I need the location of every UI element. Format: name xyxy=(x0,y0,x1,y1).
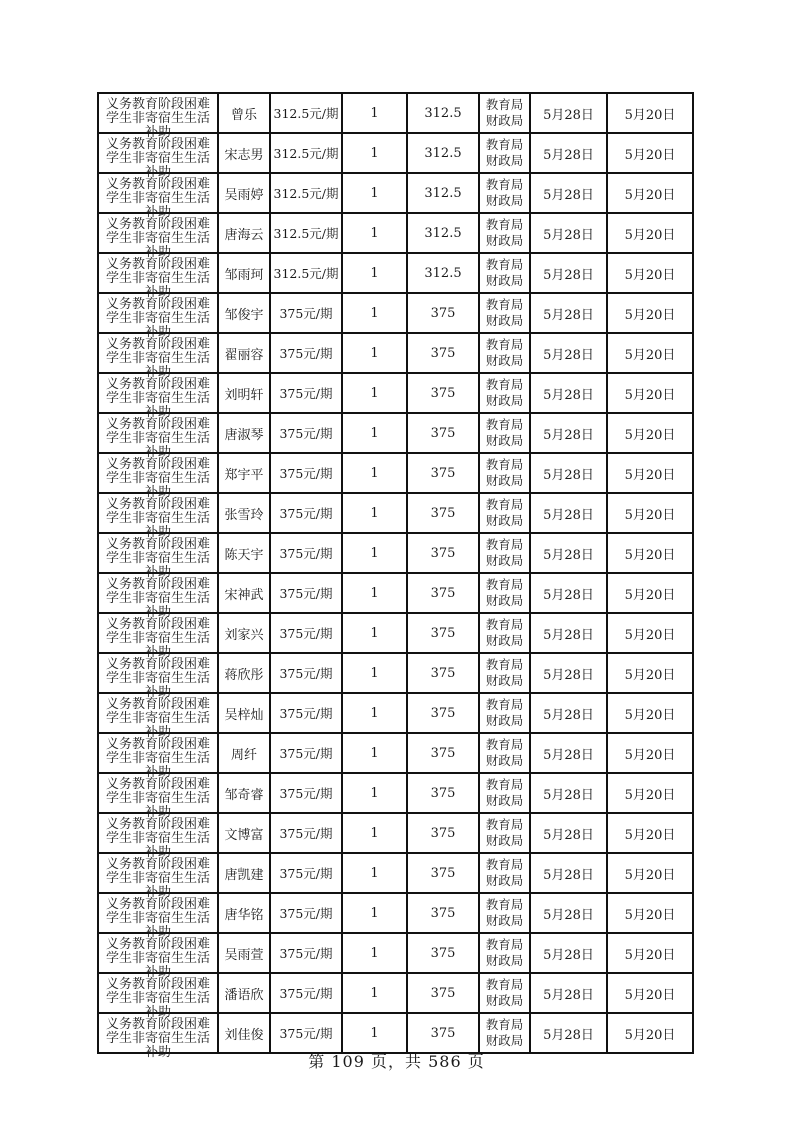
page-number-footer: 第 109 页，共 586 页 xyxy=(308,1052,485,1071)
standard-cell: 375元/期 xyxy=(270,453,342,493)
category-text: 义务教育阶段困难 学生非寄宿生生活 补助 xyxy=(105,377,210,420)
pay-date-cell: 5月20日 xyxy=(607,853,693,893)
agency-cell: 教育局 财政局 xyxy=(479,133,530,173)
amount-cell: 375 xyxy=(407,453,479,493)
table-row xyxy=(98,573,693,613)
table-row xyxy=(98,533,693,573)
student-name-cell: 曾乐 xyxy=(218,93,270,133)
table-row xyxy=(98,453,693,493)
standard-cell: 375元/期 xyxy=(270,413,342,453)
category-cell xyxy=(98,493,218,540)
student-name-cell: 宋神武 xyxy=(218,573,270,613)
review-date-cell: 5月28日 xyxy=(530,813,607,853)
category-cell xyxy=(98,893,218,940)
review-date-cell: 5月28日 xyxy=(530,933,607,973)
student-name-cell: 邹奇睿 xyxy=(218,773,270,813)
review-date-cell: 5月28日 xyxy=(530,333,607,373)
amount-cell: 312.5 xyxy=(407,253,479,293)
standard-cell: 375元/期 xyxy=(270,773,342,813)
quantity-cell: 1 xyxy=(342,693,407,733)
pay-date-cell: 5月20日 xyxy=(607,453,693,493)
review-date-cell: 5月28日 xyxy=(530,853,607,893)
review-date-cell: 5月28日 xyxy=(530,293,607,333)
review-date-cell: 5月28日 xyxy=(530,453,607,493)
pay-date-cell: 5月20日 xyxy=(607,733,693,773)
agency-cell: 教育局 财政局 xyxy=(479,973,530,1013)
standard-cell: 375元/期 xyxy=(270,893,342,933)
amount-cell: 375 xyxy=(407,813,479,853)
review-date-cell: 5月28日 xyxy=(530,213,607,253)
standard-cell: 375元/期 xyxy=(270,493,342,533)
pay-date-cell: 5月20日 xyxy=(607,493,693,533)
pay-date-cell: 5月20日 xyxy=(607,1013,693,1053)
agency-cell: 教育局 财政局 xyxy=(479,173,530,213)
review-date-cell: 5月28日 xyxy=(530,733,607,773)
standard-cell: 375元/期 xyxy=(270,853,342,893)
standard-cell: 375元/期 xyxy=(270,573,342,613)
quantity-cell: 1 xyxy=(342,613,407,653)
category-text: 义务教育阶段困难 学生非寄宿生生活 补助 xyxy=(105,937,210,980)
category-cell xyxy=(98,453,218,500)
standard-cell: 375元/期 xyxy=(270,333,342,373)
standard-cell: 375元/期 xyxy=(270,973,342,1013)
review-date-cell: 5月28日 xyxy=(530,653,607,693)
student-name-cell: 郑宇平 xyxy=(218,453,270,493)
amount-cell: 375 xyxy=(407,533,479,573)
pay-date-cell: 5月20日 xyxy=(607,413,693,453)
table-row xyxy=(98,293,693,333)
category-text: 义务教育阶段困难 学生非寄宿生生活 补助 xyxy=(105,657,210,700)
amount-cell: 375 xyxy=(407,973,479,1013)
table-row xyxy=(98,373,693,413)
standard-cell: 312.5元/期 xyxy=(270,253,342,293)
student-name-cell: 潘语欣 xyxy=(218,973,270,1013)
agency-cell: 教育局 财政局 xyxy=(479,253,530,293)
student-name-cell: 刘佳俊 xyxy=(218,1013,270,1053)
agency-cell: 教育局 财政局 xyxy=(479,533,530,573)
amount-cell: 375 xyxy=(407,1013,479,1053)
quantity-cell: 1 xyxy=(342,413,407,453)
amount-cell: 375 xyxy=(407,333,479,373)
review-date-cell: 5月28日 xyxy=(530,253,607,293)
amount-cell: 375 xyxy=(407,373,479,413)
student-name-cell: 陈天宇 xyxy=(218,533,270,573)
amount-cell: 375 xyxy=(407,893,479,933)
amount-cell: 375 xyxy=(407,933,479,973)
review-date-cell: 5月28日 xyxy=(530,1013,607,1053)
category-text: 义务教育阶段困难 学生非寄宿生生活 补助 xyxy=(105,897,210,940)
student-name-cell: 唐淑琴 xyxy=(218,413,270,453)
agency-cell: 教育局 财政局 xyxy=(479,93,530,133)
agency-cell: 教育局 财政局 xyxy=(479,453,530,493)
standard-cell: 312.5元/期 xyxy=(270,133,342,173)
review-date-cell: 5月28日 xyxy=(530,773,607,813)
category-cell xyxy=(98,373,218,420)
table-row xyxy=(98,333,693,373)
student-name-cell: 邹雨珂 xyxy=(218,253,270,293)
review-date-cell: 5月28日 xyxy=(530,93,607,133)
category-cell xyxy=(98,413,218,460)
student-name-cell: 刘家兴 xyxy=(218,613,270,653)
pay-date-cell: 5月20日 xyxy=(607,973,693,1013)
pay-date-cell: 5月20日 xyxy=(607,933,693,973)
category-text: 义务教育阶段困难 学生非寄宿生生活 补助 xyxy=(105,617,210,660)
category-cell xyxy=(98,813,218,860)
quantity-cell: 1 xyxy=(342,133,407,173)
review-date-cell: 5月28日 xyxy=(530,693,607,733)
category-text: 义务教育阶段困难 学生非寄宿生生活 补助 xyxy=(105,537,210,580)
amount-cell: 375 xyxy=(407,733,479,773)
category-text: 义务教育阶段困难 学生非寄宿生生活 补助 xyxy=(105,457,210,500)
amount-cell: 312.5 xyxy=(407,93,479,133)
agency-cell: 教育局 财政局 xyxy=(479,933,530,973)
table-row xyxy=(98,773,693,813)
review-date-cell: 5月28日 xyxy=(530,413,607,453)
quantity-cell: 1 xyxy=(342,1013,407,1053)
pay-date-cell: 5月20日 xyxy=(607,693,693,733)
pay-date-cell: 5月20日 xyxy=(607,213,693,253)
category-text: 义务教育阶段困难 学生非寄宿生生活 补助 xyxy=(105,337,210,380)
student-name-cell: 邹俊宇 xyxy=(218,293,270,333)
category-cell xyxy=(98,933,218,980)
category-text: 义务教育阶段困难 学生非寄宿生生活 补助 xyxy=(105,177,210,220)
agency-cell: 教育局 财政局 xyxy=(479,653,530,693)
category-cell xyxy=(98,773,218,820)
amount-cell: 375 xyxy=(407,693,479,733)
agency-cell: 教育局 财政局 xyxy=(479,693,530,733)
pay-date-cell: 5月20日 xyxy=(607,613,693,653)
standard-cell: 375元/期 xyxy=(270,1013,342,1053)
category-text: 义务教育阶段困难 学生非寄宿生生活 补助 xyxy=(105,977,210,1020)
category-text: 义务教育阶段困难 学生非寄宿生生活 补助 xyxy=(105,817,210,860)
student-name-cell: 蒋欣彤 xyxy=(218,653,270,693)
category-cell xyxy=(98,573,218,620)
standard-cell: 375元/期 xyxy=(270,733,342,773)
agency-cell: 教育局 财政局 xyxy=(479,213,530,253)
category-cell xyxy=(98,1013,218,1060)
pay-date-cell: 5月20日 xyxy=(607,133,693,173)
student-name-cell: 翟丽容 xyxy=(218,333,270,373)
standard-cell: 375元/期 xyxy=(270,373,342,413)
pay-date-cell: 5月20日 xyxy=(607,373,693,413)
student-name-cell: 周纤 xyxy=(218,733,270,773)
agency-cell: 教育局 财政局 xyxy=(479,813,530,853)
amount-cell: 375 xyxy=(407,493,479,533)
quantity-cell: 1 xyxy=(342,333,407,373)
category-cell xyxy=(98,173,218,220)
amount-cell: 375 xyxy=(407,613,479,653)
table-row xyxy=(98,413,693,453)
quantity-cell: 1 xyxy=(342,573,407,613)
standard-cell: 375元/期 xyxy=(270,653,342,693)
category-cell xyxy=(98,973,218,1020)
amount-cell: 312.5 xyxy=(407,213,479,253)
student-name-cell: 吴雨萱 xyxy=(218,933,270,973)
agency-cell: 教育局 财政局 xyxy=(479,493,530,533)
category-text: 义务教育阶段困难 学生非寄宿生生活 补助 xyxy=(105,137,210,180)
standard-cell: 375元/期 xyxy=(270,813,342,853)
quantity-cell: 1 xyxy=(342,373,407,413)
category-text: 义务教育阶段困难 学生非寄宿生生活 补助 xyxy=(105,417,210,460)
agency-cell: 教育局 财政局 xyxy=(479,893,530,933)
quantity-cell: 1 xyxy=(342,973,407,1013)
agency-cell: 教育局 财政局 xyxy=(479,773,530,813)
quantity-cell: 1 xyxy=(342,733,407,773)
student-name-cell: 吴梓灿 xyxy=(218,693,270,733)
category-text: 义务教育阶段困难 学生非寄宿生生活 补助 xyxy=(105,697,210,740)
table-row xyxy=(98,653,693,693)
amount-cell: 375 xyxy=(407,293,479,333)
category-text: 义务教育阶段困难 学生非寄宿生生活 补助 xyxy=(105,297,210,340)
category-text: 义务教育阶段困难 学生非寄宿生生活 补助 xyxy=(105,577,210,620)
agency-cell: 教育局 财政局 xyxy=(479,373,530,413)
amount-cell: 375 xyxy=(407,573,479,613)
amount-cell: 375 xyxy=(407,653,479,693)
category-text: 义务教育阶段困难 学生非寄宿生生活 补助 xyxy=(105,217,210,260)
amount-cell: 312.5 xyxy=(407,133,479,173)
table-row xyxy=(98,693,693,733)
category-text: 义务教育阶段困难 学生非寄宿生生活 补助 xyxy=(105,1017,210,1060)
pay-date-cell: 5月20日 xyxy=(607,253,693,293)
amount-cell: 375 xyxy=(407,853,479,893)
quantity-cell: 1 xyxy=(342,533,407,573)
table-row xyxy=(98,613,693,653)
student-name-cell: 张雪玲 xyxy=(218,493,270,533)
agency-cell: 教育局 财政局 xyxy=(479,333,530,373)
table-row xyxy=(98,493,693,533)
agency-cell: 教育局 财政局 xyxy=(479,853,530,893)
category-cell xyxy=(98,693,218,740)
pay-date-cell: 5月20日 xyxy=(607,573,693,613)
quantity-cell: 1 xyxy=(342,773,407,813)
pay-date-cell: 5月20日 xyxy=(607,893,693,933)
standard-cell: 375元/期 xyxy=(270,693,342,733)
category-cell xyxy=(98,853,218,900)
review-date-cell: 5月28日 xyxy=(530,133,607,173)
quantity-cell: 1 xyxy=(342,253,407,293)
table-row xyxy=(98,893,693,933)
category-cell xyxy=(98,213,218,260)
category-text: 义务教育阶段困难 学生非寄宿生生活 补助 xyxy=(105,857,210,900)
table-row xyxy=(98,1013,693,1053)
subsidy-table xyxy=(97,92,694,1060)
table-body xyxy=(98,93,693,1060)
student-name-cell: 吴雨婷 xyxy=(218,173,270,213)
standard-cell: 375元/期 xyxy=(270,293,342,333)
agency-cell: 教育局 财政局 xyxy=(479,733,530,773)
category-cell xyxy=(98,613,218,660)
student-name-cell: 唐海云 xyxy=(218,213,270,253)
student-name-cell: 唐凯建 xyxy=(218,853,270,893)
pay-date-cell: 5月20日 xyxy=(607,653,693,693)
category-text: 义务教育阶段困难 学生非寄宿生生活 补助 xyxy=(105,97,210,140)
pay-date-cell: 5月20日 xyxy=(607,533,693,573)
standard-cell: 312.5元/期 xyxy=(270,173,342,213)
quantity-cell: 1 xyxy=(342,933,407,973)
pay-date-cell: 5月20日 xyxy=(607,813,693,853)
agency-cell: 教育局 财政局 xyxy=(479,1013,530,1053)
agency-cell: 教育局 财政局 xyxy=(479,413,530,453)
quantity-cell: 1 xyxy=(342,213,407,253)
category-cell xyxy=(98,533,218,580)
category-cell xyxy=(98,93,218,140)
review-date-cell: 5月28日 xyxy=(530,893,607,933)
table-row xyxy=(98,213,693,253)
standard-cell: 375元/期 xyxy=(270,533,342,573)
table-row xyxy=(98,93,693,133)
category-cell xyxy=(98,733,218,780)
quantity-cell: 1 xyxy=(342,493,407,533)
category-text: 义务教育阶段困难 学生非寄宿生生活 补助 xyxy=(105,737,210,780)
review-date-cell: 5月28日 xyxy=(530,533,607,573)
agency-cell: 教育局 财政局 xyxy=(479,573,530,613)
pay-date-cell: 5月20日 xyxy=(607,333,693,373)
category-cell xyxy=(98,293,218,340)
table-row xyxy=(98,173,693,213)
standard-cell: 312.5元/期 xyxy=(270,93,342,133)
review-date-cell: 5月28日 xyxy=(530,573,607,613)
table-row xyxy=(98,973,693,1013)
quantity-cell: 1 xyxy=(342,293,407,333)
table-row xyxy=(98,933,693,973)
pay-date-cell: 5月20日 xyxy=(607,293,693,333)
agency-cell: 教育局 财政局 xyxy=(479,293,530,333)
category-cell xyxy=(98,253,218,300)
category-cell xyxy=(98,333,218,380)
pay-date-cell: 5月20日 xyxy=(607,93,693,133)
amount-cell: 375 xyxy=(407,773,479,813)
table-row xyxy=(98,133,693,173)
category-text: 义务教育阶段困难 学生非寄宿生生活 补助 xyxy=(105,497,210,540)
category-text: 义务教育阶段困难 学生非寄宿生生活 补助 xyxy=(105,257,210,300)
category-cell xyxy=(98,133,218,180)
review-date-cell: 5月28日 xyxy=(530,173,607,213)
review-date-cell: 5月28日 xyxy=(530,493,607,533)
pay-date-cell: 5月20日 xyxy=(607,173,693,213)
quantity-cell: 1 xyxy=(342,853,407,893)
pay-date-cell: 5月20日 xyxy=(607,773,693,813)
amount-cell: 375 xyxy=(407,413,479,453)
review-date-cell: 5月28日 xyxy=(530,613,607,653)
review-date-cell: 5月28日 xyxy=(530,973,607,1013)
quantity-cell: 1 xyxy=(342,453,407,493)
student-name-cell: 刘明轩 xyxy=(218,373,270,413)
quantity-cell: 1 xyxy=(342,653,407,693)
review-date-cell: 5月28日 xyxy=(530,373,607,413)
standard-cell: 375元/期 xyxy=(270,613,342,653)
quantity-cell: 1 xyxy=(342,813,407,853)
category-text: 义务教育阶段困难 学生非寄宿生生活 补助 xyxy=(105,777,210,820)
table-row xyxy=(98,253,693,293)
standard-cell: 375元/期 xyxy=(270,933,342,973)
quantity-cell: 1 xyxy=(342,93,407,133)
category-cell xyxy=(98,653,218,700)
amount-cell: 312.5 xyxy=(407,173,479,213)
table-row xyxy=(98,853,693,893)
quantity-cell: 1 xyxy=(342,173,407,213)
student-name-cell: 唐华铭 xyxy=(218,893,270,933)
table-row xyxy=(98,813,693,853)
student-name-cell: 宋志男 xyxy=(218,133,270,173)
student-name-cell: 文博富 xyxy=(218,813,270,853)
table-row xyxy=(98,733,693,773)
agency-cell: 教育局 财政局 xyxy=(479,613,530,653)
standard-cell: 312.5元/期 xyxy=(270,213,342,253)
quantity-cell: 1 xyxy=(342,893,407,933)
